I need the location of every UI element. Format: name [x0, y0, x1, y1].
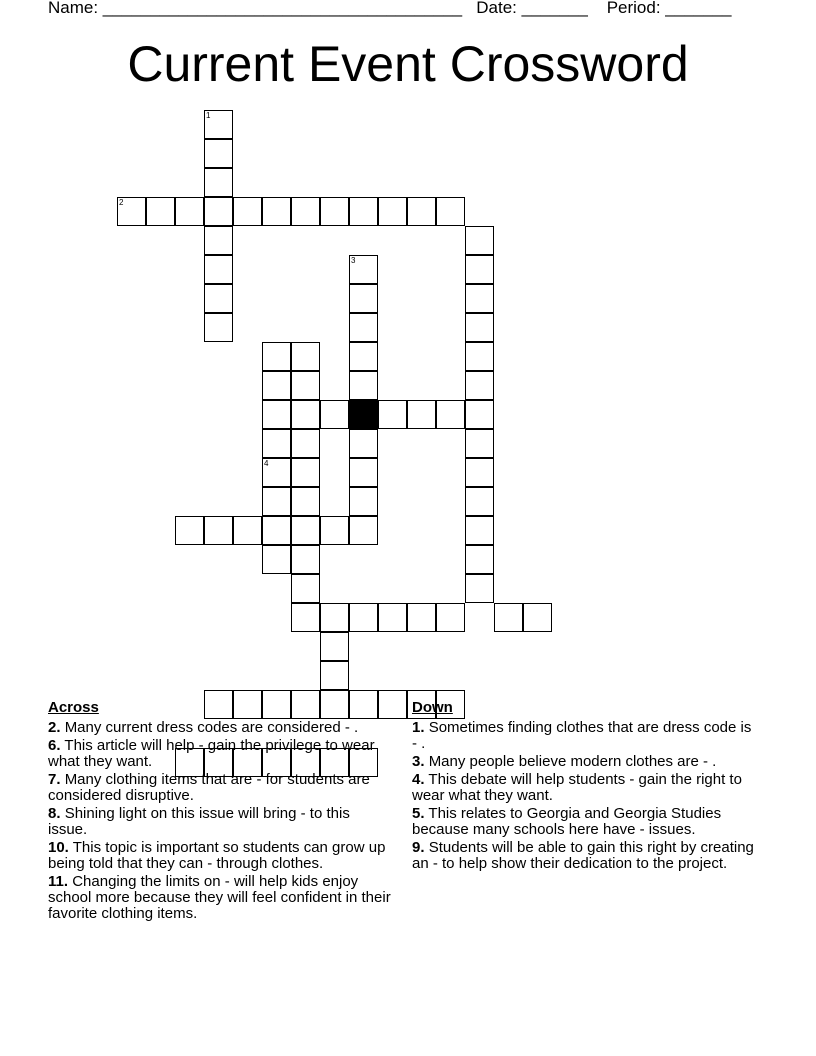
name-blank[interactable]: ______________________________________: [102, 0, 463, 17]
grid-cell[interactable]: [436, 400, 465, 429]
grid-cell[interactable]: [262, 545, 291, 574]
date-label: Date:: [476, 0, 522, 17]
grid-cell[interactable]: [378, 603, 407, 632]
grid-cell[interactable]: [175, 516, 204, 545]
grid-cell[interactable]: [349, 458, 378, 487]
grid-cell[interactable]: [291, 516, 320, 545]
clue-number: 4: [264, 459, 269, 468]
grid-cell[interactable]: [465, 342, 494, 371]
grid-cell[interactable]: [465, 574, 494, 603]
grid-cell[interactable]: [204, 255, 233, 284]
grid-cell[interactable]: [436, 603, 465, 632]
grid-cell[interactable]: [262, 197, 291, 226]
grid-cell[interactable]: [465, 371, 494, 400]
page-title: Current Event Crossword: [127, 36, 689, 92]
grid-cell[interactable]: [349, 603, 378, 632]
clue-across-10: 10. This topic is important so students can grow up being told that they can - through clothes.: [48, 839, 386, 872]
clue-across-8: 8. Shining light on this issue will bring - to this issue.: [48, 805, 350, 838]
clue-down-4: 4. This debate will help students - gain the right to wear what they want.: [412, 771, 742, 804]
grid-cell[interactable]: [291, 603, 320, 632]
grid-cell[interactable]: [262, 458, 291, 487]
grid-cell[interactable]: [523, 603, 552, 632]
grid-cell[interactable]: [465, 458, 494, 487]
grid-cell[interactable]: [349, 284, 378, 313]
grid-cell[interactable]: [465, 400, 494, 429]
grid-cell[interactable]: [465, 226, 494, 255]
grid-cell[interactable]: [465, 284, 494, 313]
grid-cell[interactable]: [465, 255, 494, 284]
grid-cell[interactable]: [233, 197, 262, 226]
grid-cell[interactable]: [436, 197, 465, 226]
grid-cell[interactable]: [349, 313, 378, 342]
black-square: [349, 400, 378, 429]
grid-cell[interactable]: [320, 400, 349, 429]
grid-cell[interactable]: [378, 400, 407, 429]
grid-cell[interactable]: [291, 400, 320, 429]
clue-number: 2: [119, 198, 124, 207]
grid-cell[interactable]: [204, 139, 233, 168]
grid-cell[interactable]: [349, 487, 378, 516]
grid-cell[interactable]: [349, 197, 378, 226]
grid-cell[interactable]: [291, 429, 320, 458]
grid-cell[interactable]: [204, 197, 233, 226]
grid-cell[interactable]: [262, 371, 291, 400]
grid-cell[interactable]: [204, 313, 233, 342]
grid-cell[interactable]: [320, 632, 349, 661]
grid-cell[interactable]: [465, 516, 494, 545]
clue-down-5: 5. This relates to Georgia and Georgia Studies because many schools here have - issues.: [412, 805, 722, 838]
grid-cell[interactable]: [175, 197, 204, 226]
grid-cell[interactable]: [320, 197, 349, 226]
grid-cell[interactable]: [291, 487, 320, 516]
clue-number: 1: [206, 111, 211, 120]
clue-across-11: 11. Changing the limits on - will help kids enjoy school more because they will feel confident in their favorite clothing items.: [48, 873, 391, 922]
grid-cell[interactable]: [407, 400, 436, 429]
grid-cell[interactable]: [320, 603, 349, 632]
grid-cell[interactable]: [204, 226, 233, 255]
grid-cell[interactable]: [291, 197, 320, 226]
grid-cell[interactable]: [262, 429, 291, 458]
grid-cell[interactable]: [291, 342, 320, 371]
grid-cell[interactable]: [320, 661, 349, 690]
grid-cell[interactable]: [204, 284, 233, 313]
grid-cell[interactable]: [262, 516, 291, 545]
clue-down-1: 1. Sometimes finding clothes that are dress code is - .: [412, 719, 752, 752]
grid-cell[interactable]: [465, 313, 494, 342]
clue-across-2: 2. Many current dress codes are considered - .: [48, 719, 359, 736]
grid-cell[interactable]: [204, 168, 233, 197]
grid-cell[interactable]: [233, 516, 262, 545]
clue-number: 3: [351, 256, 356, 265]
grid-cell[interactable]: [349, 371, 378, 400]
grid-cell[interactable]: [349, 429, 378, 458]
grid-cell[interactable]: [291, 545, 320, 574]
grid-cell[interactable]: [291, 371, 320, 400]
grid-cell[interactable]: [465, 545, 494, 574]
grid-cell[interactable]: [349, 342, 378, 371]
grid-cell[interactable]: [262, 487, 291, 516]
grid-cell[interactable]: [465, 429, 494, 458]
period-label: Period:: [606, 0, 666, 17]
grid-cell[interactable]: [349, 255, 378, 284]
across-heading: Across: [48, 699, 99, 716]
down-clues: [412, 700, 757, 874]
clue-across-6: 6. This article will help - gain the privilege to wear what they want.: [48, 737, 375, 770]
grid-cell[interactable]: [320, 516, 349, 545]
date-blank[interactable]: _______: [521, 0, 588, 17]
grid-cell[interactable]: [378, 197, 407, 226]
grid-cell[interactable]: [146, 197, 175, 226]
grid-cell[interactable]: [349, 516, 378, 545]
grid-cell[interactable]: [204, 516, 233, 545]
grid-cell[interactable]: [407, 197, 436, 226]
clue-across-7: 7. Many clothing items that are - for students are considered disruptive.: [48, 771, 370, 804]
grid-cell[interactable]: [117, 197, 146, 226]
grid-cell[interactable]: [465, 487, 494, 516]
name-label: Name:: [48, 0, 103, 17]
down-heading: Down: [412, 699, 453, 716]
clue-down-3: 3. Many people believe modern clothes are - .: [412, 753, 717, 770]
grid-cell[interactable]: [291, 574, 320, 603]
clue-down-9: 9. Students will be able to gain this right by creating an - to help show their dedication to the project.: [412, 839, 754, 872]
grid-cell[interactable]: [204, 110, 233, 139]
grid-cell[interactable]: [494, 603, 523, 632]
grid-cell[interactable]: [262, 342, 291, 371]
grid-cell[interactable]: [291, 458, 320, 487]
across-clues: [48, 700, 393, 924]
grid-cell[interactable]: [262, 400, 291, 429]
period-blank[interactable]: _______: [665, 0, 732, 17]
grid-cell[interactable]: [407, 603, 436, 632]
